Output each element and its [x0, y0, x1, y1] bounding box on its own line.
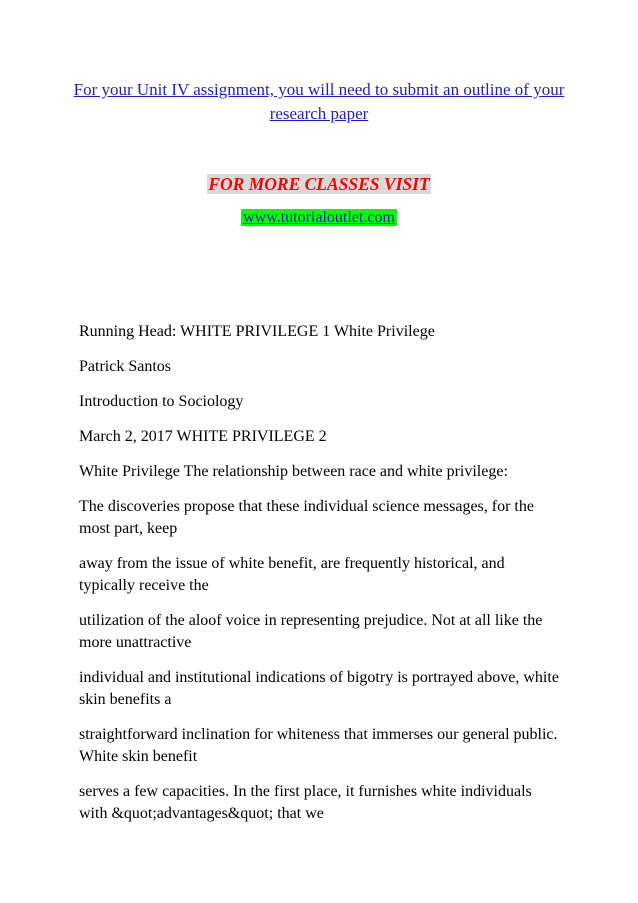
assignment-title-link[interactable]: For your Unit IV assignment, you will need to submit an outline of your research paper — [73, 80, 565, 123]
promo-url — [0, 207, 638, 229]
running-head: Running Head: WHITE PRIVILEGE 1 White Privilege — [79, 323, 435, 340]
promo-url-link[interactable]: www.tutorialoutlet.com — [243, 209, 395, 226]
date-line: March 2, 2017 WHITE PRIVILEGE 2 — [79, 428, 327, 445]
body-paragraph: utilization of the aloof voice in representing prejudice. Not at all like the more unattractive — [79, 612, 543, 651]
body-paragraph: away from the issue of white benefit, are frequently historical, and typically receive the — [79, 555, 505, 594]
section-title: White Privilege The relationship between race and white privilege: — [79, 463, 508, 480]
author-name: Patrick Santos — [79, 358, 171, 375]
document-body — [79, 321, 559, 838]
promo-heading — [0, 172, 638, 196]
body-paragraph: straightforward inclination for whiteness that immerses our general public. White skin benefit — [79, 726, 558, 765]
body-paragraph: serves a few capacities. In the first place, it furnishes white individuals with &quot;advantages&quot; that we — [79, 783, 532, 822]
body-paragraph: individual and institutional indications of bigotry is portrayed above, white skin benefits a — [79, 669, 559, 708]
course-name: Introduction to Sociology — [79, 393, 244, 410]
promo-heading-text: FOR MORE CLASSES VISIT — [208, 174, 430, 194]
body-paragraph: The discoveries propose that these individual science messages, for the most part, keep — [79, 498, 534, 537]
